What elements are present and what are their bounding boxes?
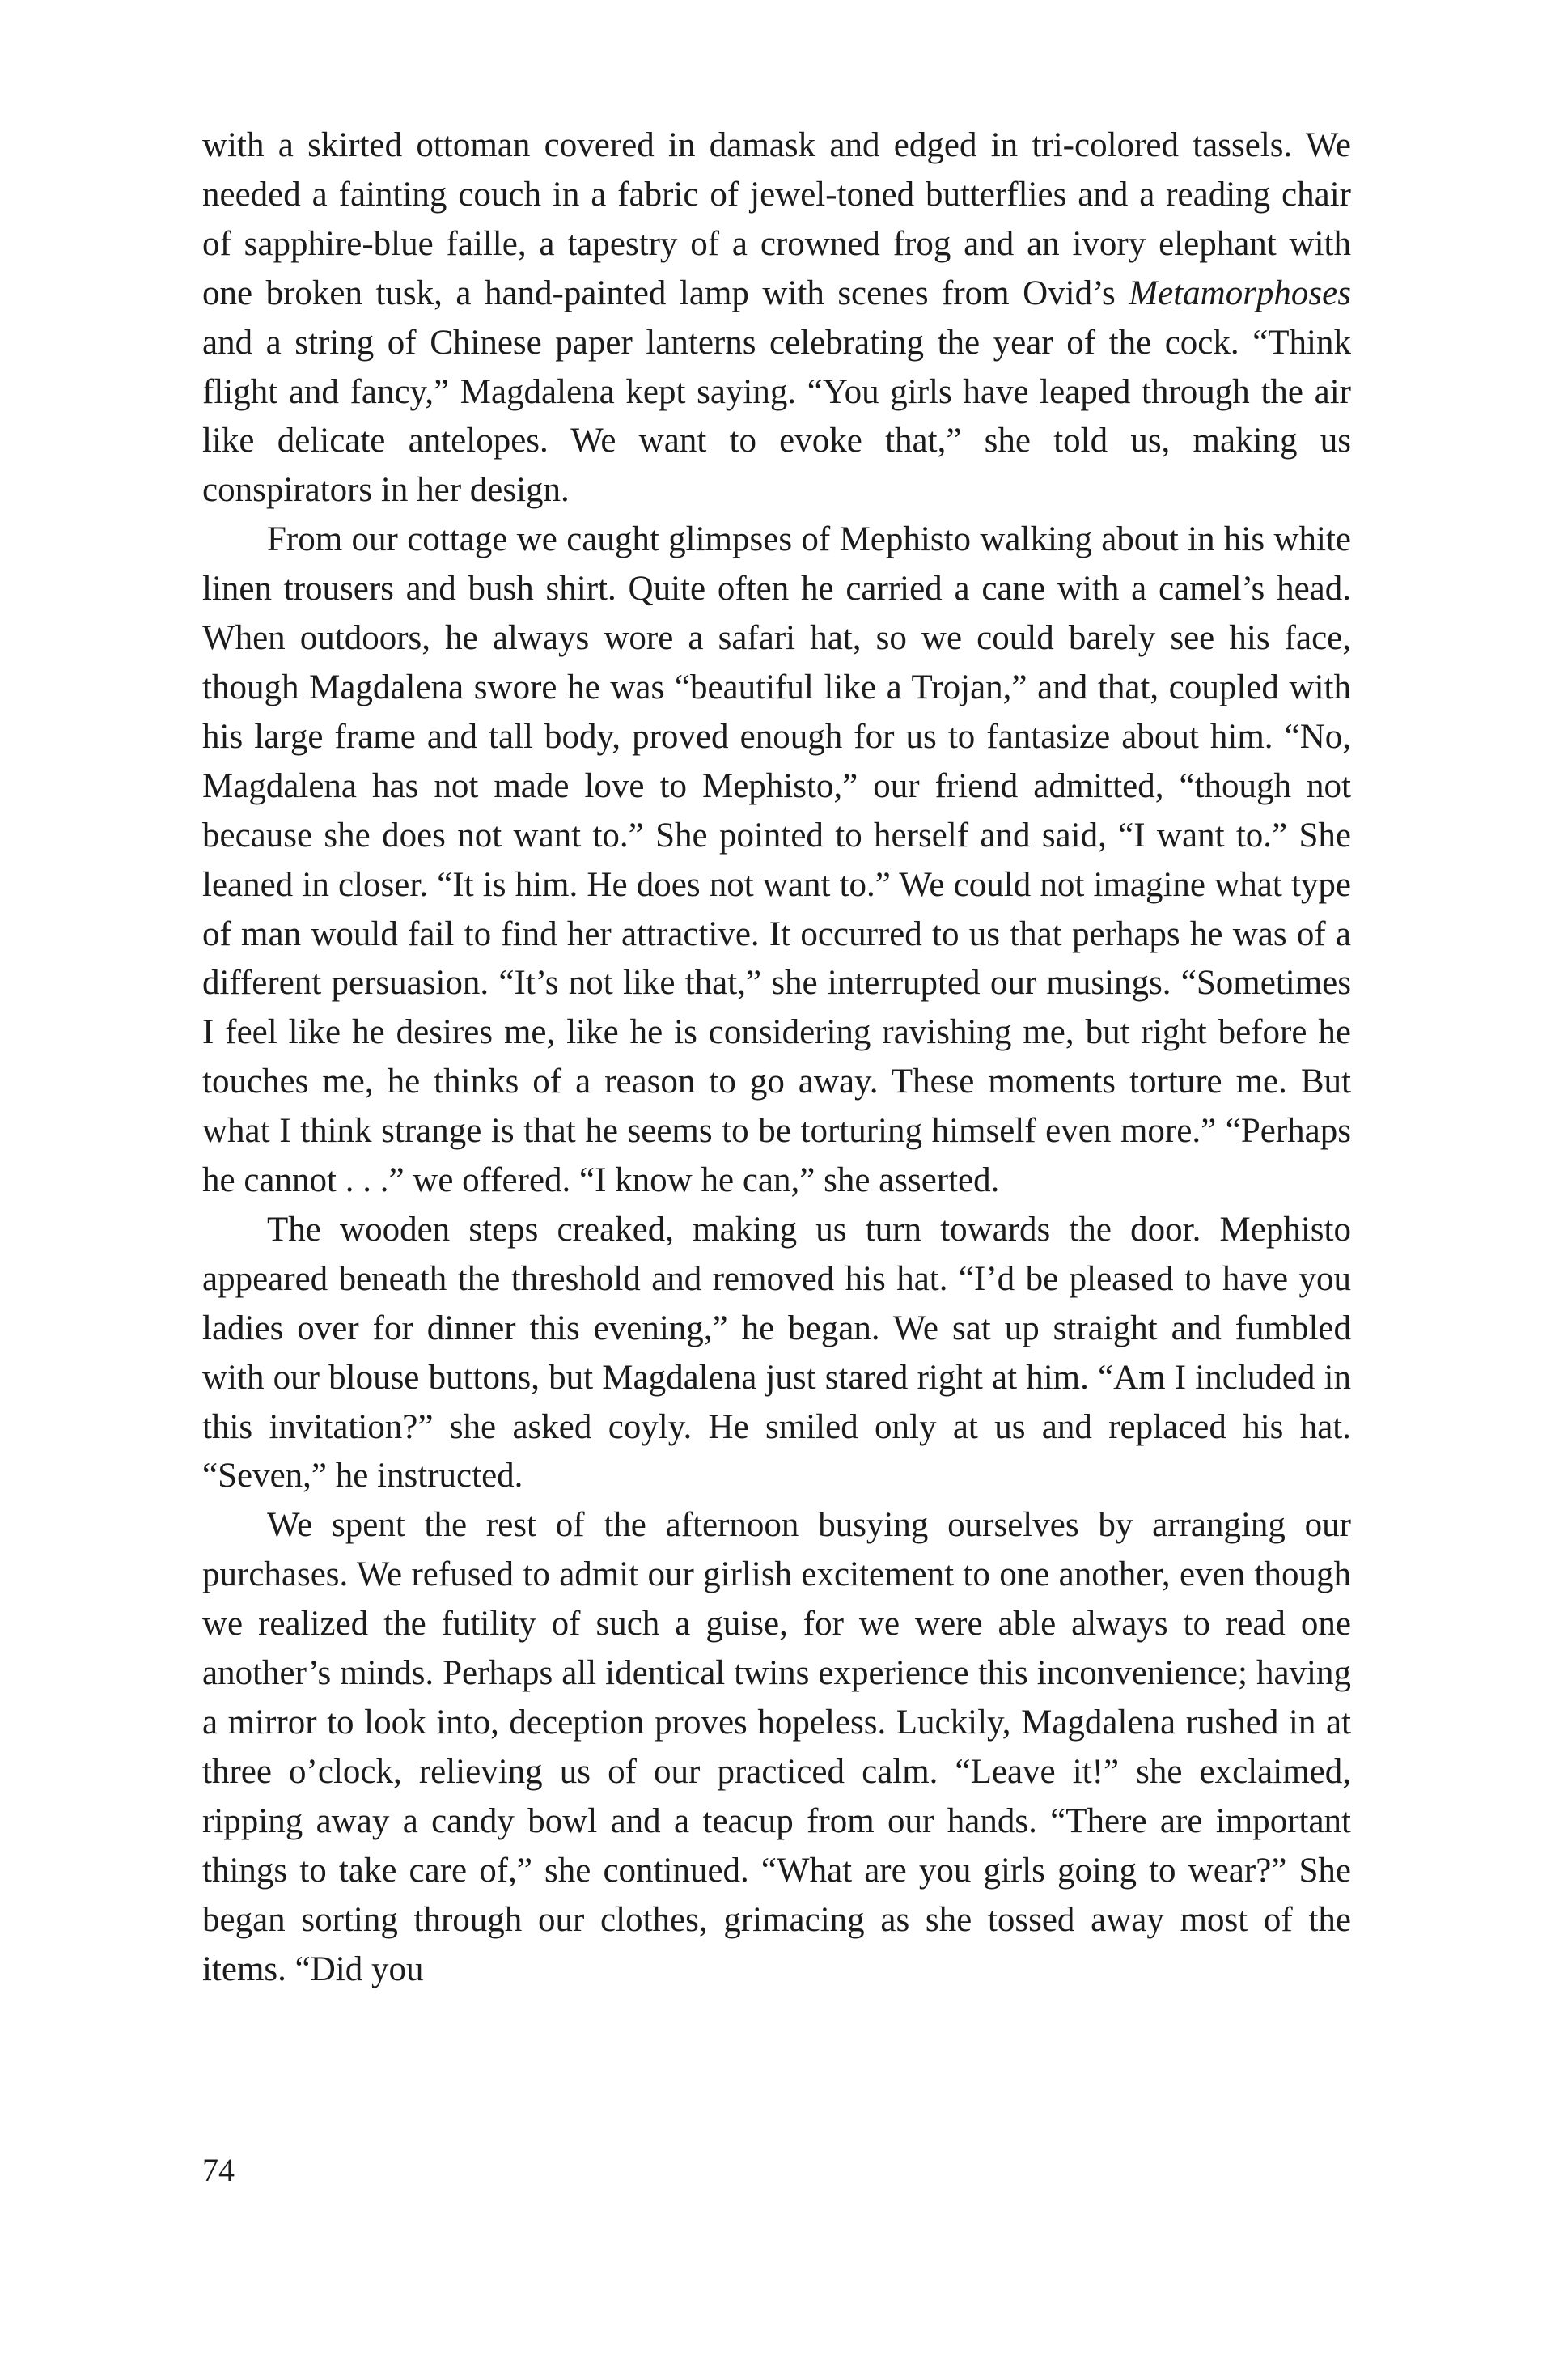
paragraph-3-text: The wooden steps creaked, making us turn towards the door. Mephisto appeared beneath the threshold and removed his hat. “I’d be pleased to have you ladies over for dinner this evening,” he began. We sat up straight and fumbled with our blouse buttons, but Magdalena just stared right at him. “Am I included in this invitation?” she asked coyly. He smiled only at us and replaced his hat. “Seven,” he instructed. bbox=[202, 1210, 1351, 1495]
page-number: 74 bbox=[202, 2152, 235, 2188]
paragraph-1 bbox=[202, 121, 1351, 515]
book-title-metamorphoses: Metamorphoses bbox=[1129, 274, 1351, 312]
paragraph-2-text: From our cottage we caught glimpses of Mephisto walking about in his white linen trousers and bush shirt. Quite often he carried a cane with a camel’s head. When outdoors, he always wore a safari hat, so we could barely see his face, though Magdalena swore he was “beautiful like a Trojan,” and that, coupled with his large frame and tall body, proved enough for us to fantasize about him. “No, Magdalena has not made love to Mephisto,” our friend admitted, “though not because she does not want to.” She pointed to herself and said, “I want to.” She leaned in closer. “It is him. He does not want to.” We could not imagine what type of man would fail to find her attractive. It occurred to us that perhaps he was of a different persuasion. “It’s not like that,” she interrupted our musings. “Sometimes I feel like he desires me, like he is considering ravishing me, but right before he touches me, he thinks of a reason to go away. These moments torture me. But what I think strange is that he seems to be torturing himself even more.” “Perhaps he cannot . . .” we offered. “I know he can,” she asserted. bbox=[202, 520, 1351, 1200]
paragraph-2 bbox=[202, 515, 1351, 1206]
paragraph-1-text: with a skirted ottoman covered in damask and edged in tri-colored tassels. We needed a fainting couch in a fabric of jewel-toned butterflies and a reading chair of sapphire-blue faille, a tapestry of a crowned frog and an ivory elephant with one broken tusk, a hand-painted lamp with scenes from Ovid’s bbox=[202, 126, 1351, 312]
paragraph-4-text: We spent the rest of the afternoon busying ourselves by arranging our purchases. We refused to admit our girlish excitement to one another, even though we realized the futility of such a guise, for we were able always to read one another’s minds. Perhaps all identical twins experience this inconvenience; having a mirror to look into, deception proves hopeless. Luckily, Magdalena rushed in at three o’clock, relieving us of our practiced calm. “Leave it!” she exclaimed, ripping away a candy bowl and a teacup from our hands. “There are important things to take care of,” she continued. “What are you girls going to wear?” She began sorting through our clothes, grimacing as she tossed away most of the items. “Did you bbox=[202, 1506, 1351, 1988]
paragraph-3 bbox=[202, 1206, 1351, 1501]
paragraph-1-text-continued: and a string of Chinese paper lanterns celebrating the year of the cock. “Think flight and fancy,” Magdalena kept saying. “You girls have leaped through the air like delicate antelopes. We want to evoke that,” she told us, making us conspirators in her design. bbox=[202, 323, 1351, 510]
book-page-body bbox=[202, 121, 1351, 1994]
paragraph-4 bbox=[202, 1501, 1351, 1994]
